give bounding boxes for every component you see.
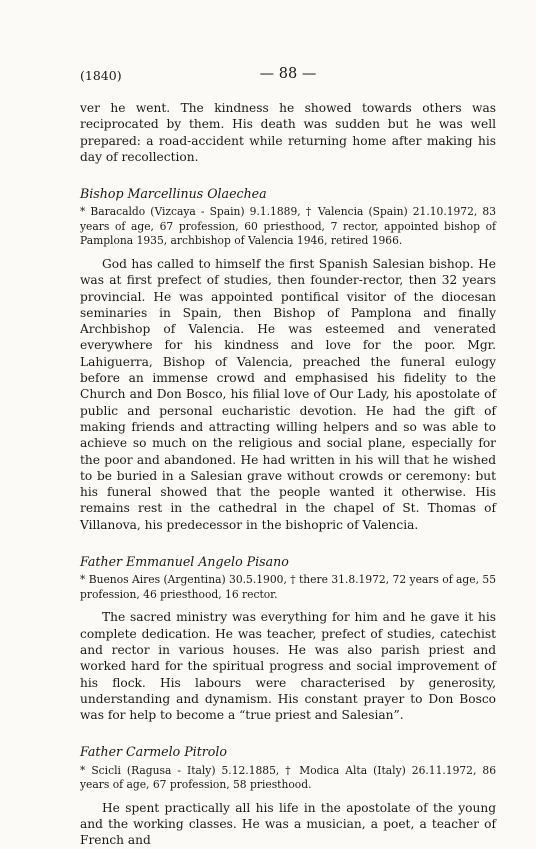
entry-biographical-data: * Buenos Aires (Argentina) 30.5.1900, † there 31.8.1972, 72 years of age, 55 profession, 46 priesthood, 16 rector.	[80, 573, 496, 601]
entry-text: He spent practically all his life in the apostolate of the young and the working classes. He was a musician, a poet, a teacher of French and	[80, 800, 496, 848]
obituary-entry	[80, 554, 496, 723]
continued-paragraph: ver he went. The kindness he showed towards others was reciprocated by them. His death was sudden but he was well prepared: a road-accident while returning home after making his day of recollection.	[80, 101, 496, 164]
entry-biographical-data: * Scicli (Ragusa - Italy) 5.12.1885, † Modica Alta (Italy) 26.11.1972, 86 years of age, 67 profession, 58 priesthood.	[80, 763, 496, 792]
entry-text: The sacred ministry was everything for him and he gave it his complete dedication. He was teacher, prefect of studies, catechist and rector in various houses. He was also parish priest and worked hard for the spiritual progress and social improvement of his flock. His labours were characterised by generosity, understanding and dynamism. His constant prayer to Don Bosco was for help to become a “true priest and Salesian”.	[80, 610, 496, 723]
body-column	[80, 100, 496, 849]
entry-name: Father Emmanuel Angelo Pisano	[80, 554, 289, 570]
obituary-entry	[80, 186, 496, 533]
entry-text: God has called to himself the first Spanish Salesian bishop. He was at first prefect of studies, then founder-rector, then 32 years provincial. He was appointed pontifical visitor of the diocesan seminaries in Spain, then Bishop of Pamplona and finally Archbishop of Valencia. He was esteemed and venerated everywhere for his kindness and love for the poor. Mgr. Lahiguerra, Bishop of Valencia, preached the funeral eulogy before an immense crowd and emphasised his fidelity to the Church and Don Bosco, his filial love of Our Lady, his apostolate of public and personal eucharistic devotion. He had the gift of making friends and attracting willing helpers and so was able to achieve so much on the religious and social plane, especially for the poor and abandoned. He had written in his will that he wished to be buried in a Salesian grave without crowds or ceremony: but his funeral showed that the people wanted it otherwise. His remains rest in the cathedral in the chapel of St. Thomas of Villanova, his predecessor in the bishopric of Valencia.	[80, 256, 496, 532]
page-number: — 88 —	[259, 66, 317, 82]
year-marker: (1840)	[80, 68, 122, 83]
entry-biographical-data: * Baracaldo (Vizcaya - Spain) 9.1.1889, † Valencia (Spain) 21.10.1972, 83 years of age, 67 profession, 60 priesthood, 7 rector, appointed bishop of Pamplona 1935, archbishop of Valencia 1946, retired 1966.	[80, 205, 496, 248]
obituary-entry	[80, 744, 496, 848]
page-header	[80, 66, 496, 88]
entry-name: Bishop Marcellinus Olaechea	[80, 186, 267, 202]
entry-name: Father Carmelo Pitrolo	[80, 744, 227, 760]
